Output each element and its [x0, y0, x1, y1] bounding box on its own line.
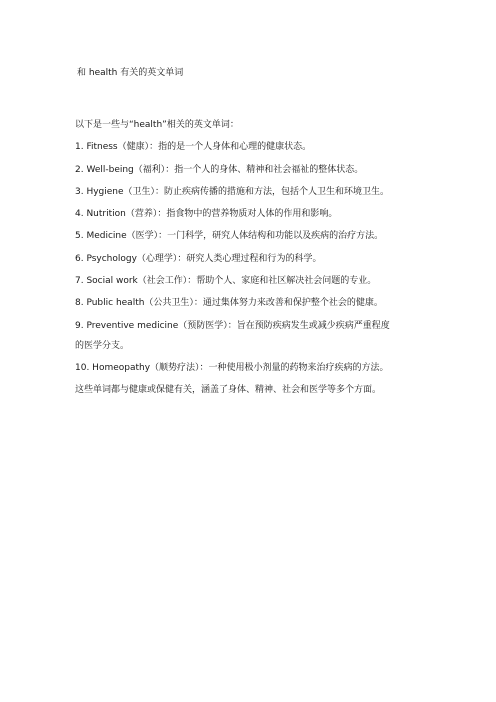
- list-item: 8. Public health（公共卫生）：通过集体努力来改善和保护整个社会的健康。: [75, 298, 383, 309]
- list-item: 10. Homeopathy（顺势疗法）：一种使用极小剂量的药物来治疗疾病的方法。: [75, 362, 389, 373]
- list-item: 3. Hygiene（卫生）：防止疾病传播的措施和方法，包括个人卫生和环境卫生。: [75, 186, 390, 197]
- list-item: 1. Fitness（健康）：指的是一个人身体和心理的健康状态。: [75, 142, 312, 153]
- list-item-continuation: 的医学分支。: [75, 340, 130, 351]
- document-body: [75, 119, 427, 407]
- list-item: 2. Well-being（福利）：指一个人的身体、精神和社会福祉的整体状态。: [75, 164, 364, 175]
- document-title: 和 health 有关的英文单词: [77, 68, 184, 78]
- list-item: 7. Social work（社会工作）：帮助个人、家庭和社区解决社会问题的专业。: [75, 276, 377, 287]
- list-item: 6. Psychology（心理学）：研究人类心理过程和行为的科学。: [75, 253, 322, 264]
- conclusion-paragraph: 这些单词都与健康或保健有关，涵盖了身体、精神、社会和医学等多个方面。: [75, 385, 382, 396]
- intro-paragraph: 以下是一些与“health”相关的英文单词：: [75, 120, 239, 130]
- list-item: 4. Nutrition（营养）：指食物中的营养物质对人体的作用和影响。: [75, 209, 338, 220]
- list-item: 5. Medicine（医学）：一门科学，研究人体结构和功能以及疾病的治疗方法。: [75, 231, 384, 242]
- list-item: 9. Preventive medicine（预防医学）：旨在预防疾病发生或减少疾病严重程度: [75, 320, 390, 331]
